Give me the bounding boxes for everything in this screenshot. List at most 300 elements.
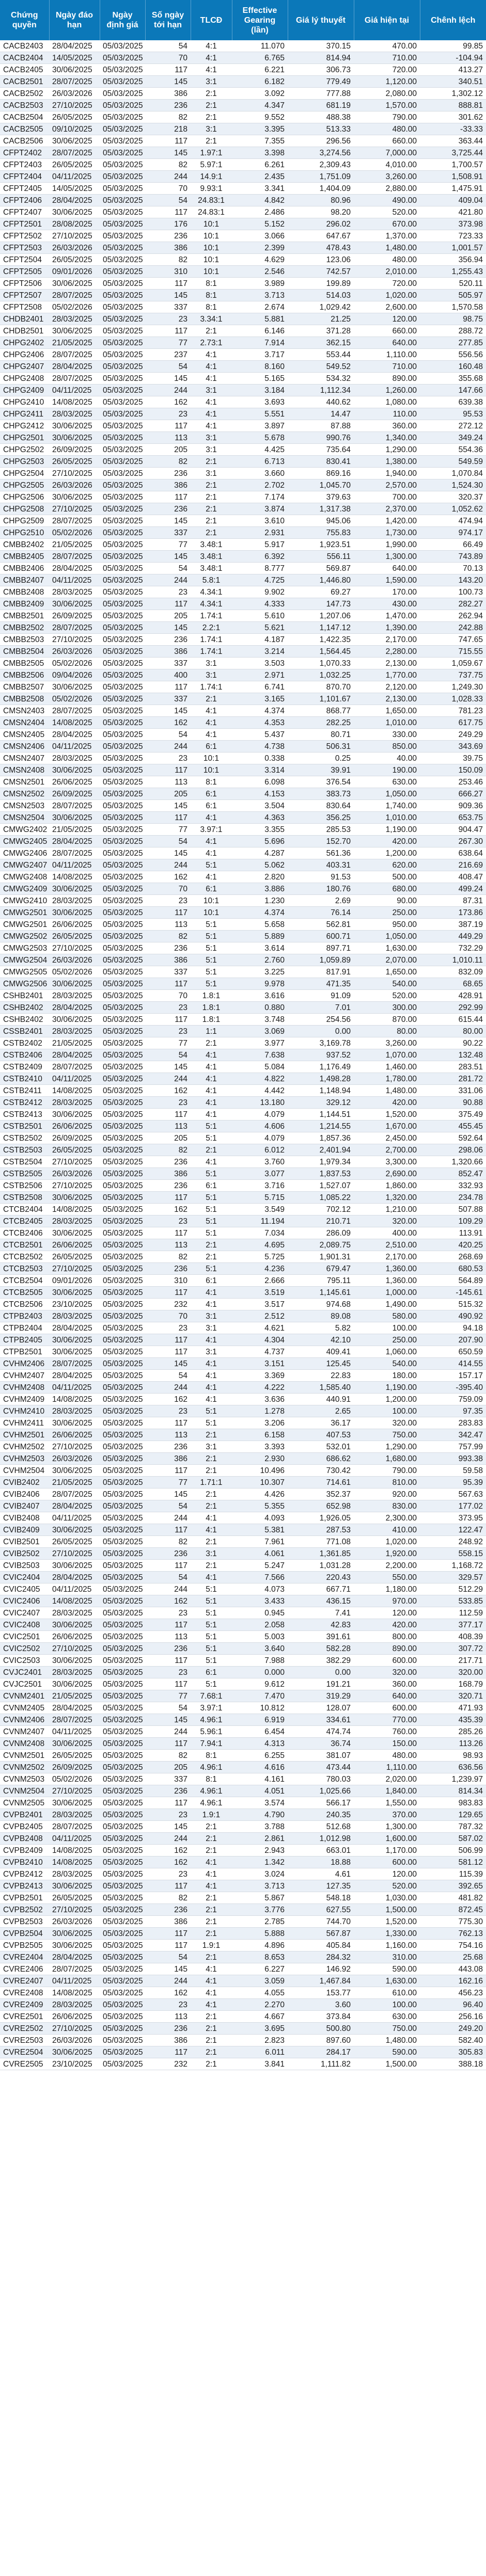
effective-gearing-cell: 3.640 xyxy=(232,1643,288,1655)
difference-cell: 421.80 xyxy=(420,206,486,218)
effective-gearing-cell: 4.606 xyxy=(232,1121,288,1132)
warrant-code-cell: CVNM2401 xyxy=(0,1690,49,1702)
maturity-date-cell: 04/11/2025 xyxy=(49,385,100,396)
conversion-ratio-cell: 10:1 xyxy=(191,907,232,919)
current-price-cell: 500.00 xyxy=(354,871,420,883)
warrant-code-cell: CMBB2506 xyxy=(0,669,49,681)
theoretical-price-cell: 1,144.51 xyxy=(288,1109,354,1121)
conversion-ratio-cell: 4:1 xyxy=(191,1085,232,1097)
days-to-maturity-cell: 117 xyxy=(145,64,191,76)
valuation-date-cell: 05/03/2025 xyxy=(100,693,145,705)
theoretical-price-cell: 830.64 xyxy=(288,800,354,812)
days-to-maturity-cell: 205 xyxy=(145,1762,191,1773)
theoretical-price-cell: 356.25 xyxy=(288,812,354,824)
days-to-maturity-cell: 117 xyxy=(145,1109,191,1121)
effective-gearing-cell: 2.971 xyxy=(232,669,288,681)
table-row xyxy=(0,1690,486,1702)
days-to-maturity-cell: 54 xyxy=(145,1572,191,1583)
conversion-ratio-cell: 10:1 xyxy=(191,242,232,254)
current-price-cell: 830.00 xyxy=(354,1500,420,1512)
warrant-code-cell: CVNM2501 xyxy=(0,1750,49,1762)
valuation-date-cell: 05/03/2025 xyxy=(100,206,145,218)
current-price-cell: 660.00 xyxy=(354,135,420,147)
theoretical-price-cell: 514.03 xyxy=(288,290,354,301)
difference-cell: 234.78 xyxy=(420,1192,486,1204)
current-price-cell: 1,300.00 xyxy=(354,551,420,563)
difference-cell: 320.71 xyxy=(420,1690,486,1702)
effective-gearing-cell: 4.093 xyxy=(232,1512,288,1524)
difference-cell: 888.81 xyxy=(420,100,486,111)
warrant-code-cell: CMWG2405 xyxy=(0,836,49,847)
warrant-code-cell: CSTB2504 xyxy=(0,1156,49,1168)
warrant-code-cell: CMSN2501 xyxy=(0,776,49,788)
table-row xyxy=(0,2023,486,2035)
days-to-maturity-cell: 145 xyxy=(145,800,191,812)
maturity-date-cell: 04/11/2025 xyxy=(49,1512,100,1524)
table-row xyxy=(0,1999,486,2011)
conversion-ratio-cell: 14.9:1 xyxy=(191,171,232,183)
days-to-maturity-cell: 386 xyxy=(145,1916,191,1928)
conversion-ratio-cell: 3.48:1 xyxy=(191,539,232,551)
valuation-date-cell: 05/03/2025 xyxy=(100,1560,145,1572)
difference-cell: 743.89 xyxy=(420,551,486,563)
theoretical-price-cell: 42.10 xyxy=(288,1334,354,1346)
difference-cell: 157.17 xyxy=(420,1370,486,1382)
difference-cell: 147.66 xyxy=(420,385,486,396)
maturity-date-cell: 26/05/2025 xyxy=(49,1750,100,1762)
warrant-code-cell: CHPG2402 xyxy=(0,337,49,349)
maturity-date-cell: 28/03/2025 xyxy=(49,1097,100,1109)
conversion-ratio-cell: 1.8:1 xyxy=(191,1014,232,1026)
valuation-date-cell: 05/03/2025 xyxy=(100,76,145,88)
conversion-ratio-cell: 2:1 xyxy=(191,2046,232,2058)
valuation-date-cell: 05/03/2025 xyxy=(100,1073,145,1085)
maturity-date-cell: 27/10/2025 xyxy=(49,1263,100,1275)
conversion-ratio-cell: 2:1 xyxy=(191,479,232,491)
current-price-cell: 250.00 xyxy=(354,1334,420,1346)
warrant-code-cell: CHPG2508 xyxy=(0,503,49,515)
theoretical-price-cell: 7.01 xyxy=(288,1002,354,1014)
current-price-cell: 1,200.00 xyxy=(354,1394,420,1405)
current-price-cell: 300.00 xyxy=(354,1002,420,1014)
warrant-code-cell: CACB2501 xyxy=(0,76,49,88)
valuation-date-cell: 05/03/2025 xyxy=(100,1702,145,1714)
warrant-code-cell: CFPT2407 xyxy=(0,206,49,218)
valuation-date-cell: 05/03/2025 xyxy=(100,669,145,681)
difference-cell: 98.93 xyxy=(420,1750,486,1762)
days-to-maturity-cell: 70 xyxy=(145,52,191,64)
difference-cell: 320.37 xyxy=(420,491,486,503)
theoretical-price-cell: 556.11 xyxy=(288,551,354,563)
difference-cell: 474.94 xyxy=(420,515,486,527)
warrant-code-cell: CVNM2406 xyxy=(0,1714,49,1726)
difference-cell: 113.91 xyxy=(420,1227,486,1239)
warrant-code-cell: CHPG2502 xyxy=(0,444,49,456)
table-row xyxy=(0,1049,486,1061)
conversion-ratio-cell: 4:1 xyxy=(191,1370,232,1382)
current-price-cell: 1,550.00 xyxy=(354,1797,420,1809)
days-to-maturity-cell: 113 xyxy=(145,1239,191,1251)
conversion-ratio-cell: 5.96:1 xyxy=(191,1726,232,1738)
current-price-cell: 810.00 xyxy=(354,1477,420,1489)
maturity-date-cell: 30/06/2025 xyxy=(49,1417,100,1429)
warrant-code-cell: CVHM2503 xyxy=(0,1453,49,1465)
current-price-cell: 1,260.00 xyxy=(354,385,420,396)
days-to-maturity-cell: 145 xyxy=(145,515,191,527)
table-row xyxy=(0,2035,486,2046)
table-row xyxy=(0,195,486,206)
conversion-ratio-cell: 3:1 xyxy=(191,432,232,444)
difference-cell: 97.35 xyxy=(420,1405,486,1417)
effective-gearing-cell: 3.355 xyxy=(232,824,288,836)
difference-cell: 587.02 xyxy=(420,1833,486,1845)
maturity-date-cell: 26/06/2025 xyxy=(49,1429,100,1441)
theoretical-price-cell: 1,751.09 xyxy=(288,171,354,183)
valuation-date-cell: 05/03/2025 xyxy=(100,420,145,432)
theoretical-price-cell: 296.02 xyxy=(288,218,354,230)
table-row xyxy=(0,278,486,290)
difference-cell: 132.48 xyxy=(420,1049,486,1061)
effective-gearing-cell: 3.024 xyxy=(232,1868,288,1880)
maturity-date-cell: 28/07/2025 xyxy=(49,1714,100,1726)
conversion-ratio-cell: 2:1 xyxy=(191,1251,232,1263)
maturity-date-cell: 14/08/2025 xyxy=(49,717,100,729)
effective-gearing-cell: 5.696 xyxy=(232,836,288,847)
maturity-date-cell: 28/03/2025 xyxy=(49,1809,100,1821)
effective-gearing-cell: 7.914 xyxy=(232,337,288,349)
days-to-maturity-cell: 205 xyxy=(145,444,191,456)
valuation-date-cell: 05/03/2025 xyxy=(100,432,145,444)
theoretical-price-cell: 569.87 xyxy=(288,563,354,574)
maturity-date-cell: 28/03/2025 xyxy=(49,990,100,1002)
maturity-date-cell: 23/10/2025 xyxy=(49,2058,100,2070)
theoretical-price-cell: 1,901.31 xyxy=(288,1251,354,1263)
header-conversion-ratio: TLCĐ xyxy=(191,0,232,40)
difference-cell: 1,239.97 xyxy=(420,1773,486,1785)
maturity-date-cell: 28/07/2025 xyxy=(49,76,100,88)
days-to-maturity-cell: 386 xyxy=(145,1453,191,1465)
difference-cell: 3,725.44 xyxy=(420,147,486,159)
valuation-date-cell: 05/03/2025 xyxy=(100,337,145,349)
difference-cell: 787.32 xyxy=(420,1821,486,1833)
warrant-code-cell: CTCB2504 xyxy=(0,1275,49,1287)
effective-gearing-cell: 4.055 xyxy=(232,1987,288,1999)
theoretical-price-cell: 488.38 xyxy=(288,111,354,123)
table-row xyxy=(0,610,486,622)
theoretical-price-cell: 440.62 xyxy=(288,396,354,408)
difference-cell: 307.72 xyxy=(420,1643,486,1655)
valuation-date-cell: 05/03/2025 xyxy=(100,52,145,64)
effective-gearing-cell: 6.919 xyxy=(232,1714,288,1726)
valuation-date-cell: 05/03/2025 xyxy=(100,1762,145,1773)
warrant-code-cell: CMBB2409 xyxy=(0,598,49,610)
maturity-date-cell: 30/06/2025 xyxy=(49,1287,100,1299)
table-row xyxy=(0,1951,486,1963)
table-row xyxy=(0,147,486,159)
maturity-date-cell: 26/03/2026 xyxy=(49,242,100,254)
days-to-maturity-cell: 236 xyxy=(145,2023,191,2035)
conversion-ratio-cell: 3.48:1 xyxy=(191,563,232,574)
days-to-maturity-cell: 117 xyxy=(145,1738,191,1750)
theoretical-price-cell: 329.12 xyxy=(288,1097,354,1109)
theoretical-price-cell: 974.68 xyxy=(288,1299,354,1310)
difference-cell: 283.51 xyxy=(420,1061,486,1073)
theoretical-price-cell: 1,148.94 xyxy=(288,1085,354,1097)
theoretical-price-cell: 780.03 xyxy=(288,1773,354,1785)
valuation-date-cell: 05/03/2025 xyxy=(100,622,145,634)
effective-gearing-cell: 3.225 xyxy=(232,966,288,978)
theoretical-price-cell: 870.70 xyxy=(288,681,354,693)
conversion-ratio-cell: 5:1 xyxy=(191,931,232,942)
effective-gearing-cell: 3.713 xyxy=(232,290,288,301)
days-to-maturity-cell: 145 xyxy=(145,551,191,563)
table-row xyxy=(0,1227,486,1239)
valuation-date-cell: 05/03/2025 xyxy=(100,2035,145,2046)
days-to-maturity-cell: 70 xyxy=(145,183,191,195)
days-to-maturity-cell: 113 xyxy=(145,1121,191,1132)
valuation-date-cell: 05/03/2025 xyxy=(100,1061,145,1073)
conversion-ratio-cell: 2:1 xyxy=(191,527,232,539)
table-row xyxy=(0,824,486,836)
effective-gearing-cell: 3.897 xyxy=(232,420,288,432)
current-price-cell: 100.00 xyxy=(354,1999,420,2011)
conversion-ratio-cell: 4:1 xyxy=(191,1394,232,1405)
theoretical-price-cell: 1,585.40 xyxy=(288,1382,354,1394)
valuation-date-cell: 05/03/2025 xyxy=(100,230,145,242)
current-price-cell: 180.00 xyxy=(354,1370,420,1382)
warrant-code-cell: CVJC2501 xyxy=(0,1678,49,1690)
valuation-date-cell: 05/03/2025 xyxy=(100,468,145,479)
conversion-ratio-cell: 4:1 xyxy=(191,1109,232,1121)
difference-cell: 420.25 xyxy=(420,1239,486,1251)
current-price-cell: 1,110.00 xyxy=(354,1762,420,1773)
table-row xyxy=(0,254,486,266)
table-row xyxy=(0,598,486,610)
warrant-code-cell: CMWG2410 xyxy=(0,895,49,907)
conversion-ratio-cell: 10:1 xyxy=(191,218,232,230)
theoretical-price-cell: 1,837.53 xyxy=(288,1168,354,1180)
difference-cell: 66.49 xyxy=(420,539,486,551)
theoretical-price-cell: 296.56 xyxy=(288,135,354,147)
effective-gearing-cell: 9.612 xyxy=(232,1678,288,1690)
table-row xyxy=(0,1477,486,1489)
table-row xyxy=(0,408,486,420)
theoretical-price-cell: 534.32 xyxy=(288,373,354,385)
difference-cell: 737.75 xyxy=(420,669,486,681)
maturity-date-cell: 26/06/2025 xyxy=(49,1239,100,1251)
conversion-ratio-cell: 2:1 xyxy=(191,1904,232,1916)
theoretical-price-cell: 553.44 xyxy=(288,349,354,361)
warrant-code-cell: CMBB2407 xyxy=(0,574,49,586)
effective-gearing-cell: 4.051 xyxy=(232,1785,288,1797)
valuation-date-cell: 05/03/2025 xyxy=(100,1287,145,1299)
difference-cell: 256.16 xyxy=(420,2011,486,2023)
valuation-date-cell: 05/03/2025 xyxy=(100,966,145,978)
effective-gearing-cell: 6.741 xyxy=(232,681,288,693)
theoretical-price-cell: 1,214.55 xyxy=(288,1121,354,1132)
valuation-date-cell: 05/03/2025 xyxy=(100,278,145,290)
theoretical-price-cell: 371.28 xyxy=(288,325,354,337)
days-to-maturity-cell: 82 xyxy=(145,456,191,468)
maturity-date-cell: 26/03/2026 xyxy=(49,1453,100,1465)
difference-cell: 617.75 xyxy=(420,717,486,729)
effective-gearing-cell: 2.399 xyxy=(232,242,288,254)
difference-cell: 95.39 xyxy=(420,1477,486,1489)
maturity-date-cell: 30/06/2025 xyxy=(49,598,100,610)
current-price-cell: 190.00 xyxy=(354,764,420,776)
maturity-date-cell: 28/03/2025 xyxy=(49,895,100,907)
valuation-date-cell: 05/03/2025 xyxy=(100,123,145,135)
days-to-maturity-cell: 54 xyxy=(145,1702,191,1714)
warrant-code-cell: CTPB2405 xyxy=(0,1334,49,1346)
days-to-maturity-cell: 117 xyxy=(145,1524,191,1536)
maturity-date-cell: 27/10/2025 xyxy=(49,468,100,479)
current-price-cell: 750.00 xyxy=(354,1429,420,1441)
maturity-date-cell: 04/11/2025 xyxy=(49,741,100,753)
warrant-code-cell: CVIC2407 xyxy=(0,1607,49,1619)
theoretical-price-cell: 471.35 xyxy=(288,978,354,990)
days-to-maturity-cell: 117 xyxy=(145,325,191,337)
effective-gearing-cell: 6.392 xyxy=(232,551,288,563)
conversion-ratio-cell: 2:1 xyxy=(191,1239,232,1251)
theoretical-price-cell: 817.91 xyxy=(288,966,354,978)
effective-gearing-cell: 2.943 xyxy=(232,1845,288,1857)
effective-gearing-cell: 5.062 xyxy=(232,859,288,871)
table-row xyxy=(0,40,486,52)
days-to-maturity-cell: 82 xyxy=(145,1536,191,1548)
days-to-maturity-cell: 236 xyxy=(145,468,191,479)
warrant-code-cell: CMBB2402 xyxy=(0,539,49,551)
warrant-code-cell: CMBB2505 xyxy=(0,658,49,669)
theoretical-price-cell: 0.25 xyxy=(288,753,354,764)
effective-gearing-cell: 6.182 xyxy=(232,76,288,88)
maturity-date-cell: 30/06/2025 xyxy=(49,1465,100,1477)
difference-cell: -145.61 xyxy=(420,1287,486,1299)
table-row xyxy=(0,242,486,254)
current-price-cell: 1,480.00 xyxy=(354,242,420,254)
table-row xyxy=(0,183,486,195)
current-price-cell: 870.00 xyxy=(354,1014,420,1026)
current-price-cell: 2,170.00 xyxy=(354,1251,420,1263)
theoretical-price-cell: 1,025.66 xyxy=(288,1785,354,1797)
conversion-ratio-cell: 10:1 xyxy=(191,753,232,764)
valuation-date-cell: 05/03/2025 xyxy=(100,1144,145,1156)
current-price-cell: 320.00 xyxy=(354,1667,420,1678)
theoretical-price-cell: 730.42 xyxy=(288,1465,354,1477)
theoretical-price-cell: 771.08 xyxy=(288,1536,354,1548)
warrant-code-cell: CTCB2406 xyxy=(0,1227,49,1239)
maturity-date-cell: 28/04/2025 xyxy=(49,1322,100,1334)
difference-cell: 248.92 xyxy=(420,1536,486,1548)
days-to-maturity-cell: 77 xyxy=(145,337,191,349)
warrant-code-cell: CFPT2503 xyxy=(0,242,49,254)
valuation-date-cell: 05/03/2025 xyxy=(100,1951,145,1963)
valuation-date-cell: 05/03/2025 xyxy=(100,1049,145,1061)
difference-cell: 456.23 xyxy=(420,1987,486,1999)
maturity-date-cell: 27/10/2025 xyxy=(49,503,100,515)
valuation-date-cell: 05/03/2025 xyxy=(100,1892,145,1904)
current-price-cell: 790.00 xyxy=(354,111,420,123)
current-price-cell: 420.00 xyxy=(354,836,420,847)
valuation-date-cell: 05/03/2025 xyxy=(100,1678,145,1690)
current-price-cell: 1,360.00 xyxy=(354,1263,420,1275)
valuation-date-cell: 05/03/2025 xyxy=(100,171,145,183)
valuation-date-cell: 05/03/2025 xyxy=(100,266,145,278)
table-row xyxy=(0,290,486,301)
theoretical-price-cell: 382.29 xyxy=(288,1655,354,1667)
warrant-code-cell: CVNM2407 xyxy=(0,1726,49,1738)
theoretical-price-cell: 532.01 xyxy=(288,1441,354,1453)
valuation-date-cell: 05/03/2025 xyxy=(100,491,145,503)
effective-gearing-cell: 5.621 xyxy=(232,622,288,634)
effective-gearing-cell: 3.165 xyxy=(232,693,288,705)
current-price-cell: 1,500.00 xyxy=(354,1904,420,1916)
days-to-maturity-cell: 236 xyxy=(145,634,191,646)
maturity-date-cell: 28/03/2025 xyxy=(49,1868,100,1880)
warrant-code-cell: CVHM2410 xyxy=(0,1405,49,1417)
maturity-date-cell: 27/10/2025 xyxy=(49,1548,100,1560)
valuation-date-cell: 05/03/2025 xyxy=(100,290,145,301)
valuation-date-cell: 05/03/2025 xyxy=(100,907,145,919)
warrant-code-cell: CVHM2409 xyxy=(0,1394,49,1405)
effective-gearing-cell: 3.184 xyxy=(232,385,288,396)
table-row xyxy=(0,1322,486,1334)
days-to-maturity-cell: 23 xyxy=(145,408,191,420)
table-row xyxy=(0,990,486,1002)
maturity-date-cell: 14/08/2025 xyxy=(49,396,100,408)
days-to-maturity-cell: 145 xyxy=(145,1821,191,1833)
theoretical-price-cell: 795.11 xyxy=(288,1275,354,1287)
effective-gearing-cell: 3.549 xyxy=(232,1204,288,1215)
difference-cell: 1,249.30 xyxy=(420,681,486,693)
valuation-date-cell: 05/03/2025 xyxy=(100,2023,145,2035)
days-to-maturity-cell: 117 xyxy=(145,278,191,290)
table-row xyxy=(0,64,486,76)
days-to-maturity-cell: 77 xyxy=(145,1037,191,1049)
days-to-maturity-cell: 54 xyxy=(145,195,191,206)
conversion-ratio-cell: 2:1 xyxy=(191,515,232,527)
difference-cell: 520.11 xyxy=(420,278,486,290)
valuation-date-cell: 05/03/2025 xyxy=(100,978,145,990)
table-row xyxy=(0,931,486,942)
effective-gearing-cell: 4.822 xyxy=(232,1073,288,1085)
conversion-ratio-cell: 5:1 xyxy=(191,919,232,931)
valuation-date-cell: 05/03/2025 xyxy=(100,859,145,871)
valuation-date-cell: 05/03/2025 xyxy=(100,64,145,76)
valuation-date-cell: 05/03/2025 xyxy=(100,1192,145,1204)
warrant-code-cell: CMSN2404 xyxy=(0,717,49,729)
difference-cell: 356.94 xyxy=(420,254,486,266)
warrant-code-cell: CACB2504 xyxy=(0,111,49,123)
table-row xyxy=(0,1073,486,1085)
table-row xyxy=(0,1928,486,1940)
theoretical-price-cell: 714.61 xyxy=(288,1477,354,1489)
days-to-maturity-cell: 386 xyxy=(145,2035,191,2046)
effective-gearing-cell: 6.255 xyxy=(232,1750,288,1762)
warrant-code-cell: CMWG2504 xyxy=(0,954,49,966)
current-price-cell: 1,380.00 xyxy=(354,456,420,468)
theoretical-price-cell: 152.70 xyxy=(288,836,354,847)
conversion-ratio-cell: 5:1 xyxy=(191,1227,232,1239)
days-to-maturity-cell: 236 xyxy=(145,942,191,954)
valuation-date-cell: 05/03/2025 xyxy=(100,2046,145,2058)
effective-gearing-cell: 5.610 xyxy=(232,610,288,622)
conversion-ratio-cell: 10:1 xyxy=(191,895,232,907)
maturity-date-cell: 30/06/2025 xyxy=(49,1334,100,1346)
difference-cell: 1,570.58 xyxy=(420,301,486,313)
current-price-cell: 150.00 xyxy=(354,1738,420,1750)
valuation-date-cell: 05/03/2025 xyxy=(100,990,145,1002)
